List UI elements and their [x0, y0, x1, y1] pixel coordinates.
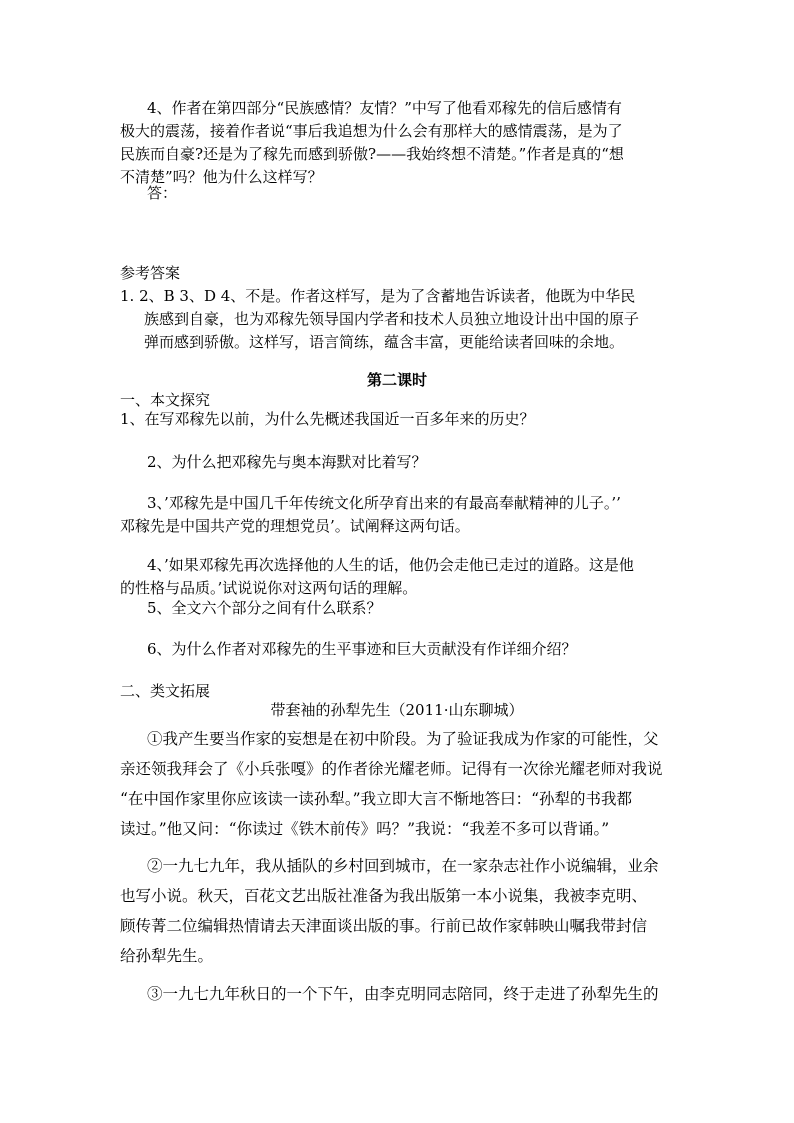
- article-p2-line-4: 给孙犁先生。: [120, 947, 214, 965]
- question-4-line-1: 4、’如果邓稼先再次选择他的人生的话，他仍会走他已走过的道路。这是他: [147, 556, 634, 574]
- article-p2-line-1: ②一九七九年，我从插队的乡村回到城市，在一家杂志社作小说编辑，业余: [147, 857, 659, 875]
- answers-heading: 参考答案: [120, 264, 181, 282]
- question-3-line-1: 3、’邓稼先是中国几千年传统文化所孕育出来的有最高奉献精神的儿子。’’: [147, 494, 621, 512]
- question-5: 5、全文六个部分之间有什么联系？: [147, 599, 382, 617]
- section-heading-extension: 二、类文拓展: [120, 682, 211, 700]
- article-p3-line-1: ③一九七九年秋日的一个下午，由李克明同志陪同，终于走进了孙犁先生的: [147, 985, 659, 1003]
- article-p1-line-4: 读过。”他又问：“你读过《铁木前传》吗？”我说：“我差不多可以背诵。”: [120, 820, 610, 838]
- article-title: 带套袖的孙犁先生（2011·山东聊城）: [270, 701, 524, 719]
- answer-label: 答：: [147, 184, 178, 202]
- article-p2-line-3: 顾传菁二位编辑热情请去天津面谈出版的事。行前已故作家韩映山嘱我带封信: [120, 917, 648, 935]
- answers-line-3: 弹而感到骄傲。这样写，语言简练，蕴含丰富，更能给读者回味的余地。: [144, 333, 625, 351]
- question-2: 2、为什么把邓稼先与奥本海默对比着写？: [147, 453, 427, 471]
- question-3-line-2: 邓稼先是中国共产党的理想党员’。试阐释这两句话。: [120, 517, 470, 535]
- answers-line-2: 族感到自豪，也为邓稼先领导国内学者和技术人员独立地设计出中国的原子: [144, 310, 640, 328]
- article-p1-line-2: 亲还领我拜会了《小兵张嘎》的作者徐光耀老师。记得有一次徐光耀老师对我说: [120, 760, 663, 778]
- answers-line-1: 1. 2、B 3、D 4、不是。作者这样写，是为了含蓄地告诉读者，他既为中华民: [120, 287, 636, 305]
- article-p2-line-2: 也写小说。秋天，百花文艺出版社准备为我出版第一本小说集，我被李克明、: [120, 887, 648, 905]
- section-heading-explore: 一、本文探究: [120, 391, 211, 409]
- question-1: 1、在写邓稼先以前，为什么先概述我国近一百多年来的历史？: [120, 410, 535, 428]
- question-4-line-2: 的性格与品质。’试说说你对这两句话的理解。: [120, 579, 418, 597]
- question-6: 6、为什么作者对邓稼先的生平事迹和巨大贡献没有作详细介绍？: [147, 640, 577, 658]
- q4-line-4: 不清楚”吗？他为什么这样写？: [120, 168, 323, 186]
- article-p1-line-1: ①我产生要当作家的妄想是在初中阶段。为了验证我成为作家的可能性，父: [147, 730, 659, 748]
- article-p1-line-3: “在中国作家里你应该读一读孙犁。”我立即大言不惭地答曰：“孙犁的书我都: [120, 790, 633, 808]
- q4-line-1: 4、作者在第四部分“民族感情？友情？”中写了他看邓稼先的信后感情有: [147, 99, 622, 117]
- q4-line-2: 极大的震荡，接着作者说“事后我追想为什么会有那样大的感情震荡，是为了: [120, 122, 623, 140]
- q4-line-3: 民族而自豪?还是为了稼先而感到骄傲?——我始终想不清楚。”作者是真的“想: [120, 145, 624, 163]
- lesson-title: 第二课时: [366, 371, 427, 389]
